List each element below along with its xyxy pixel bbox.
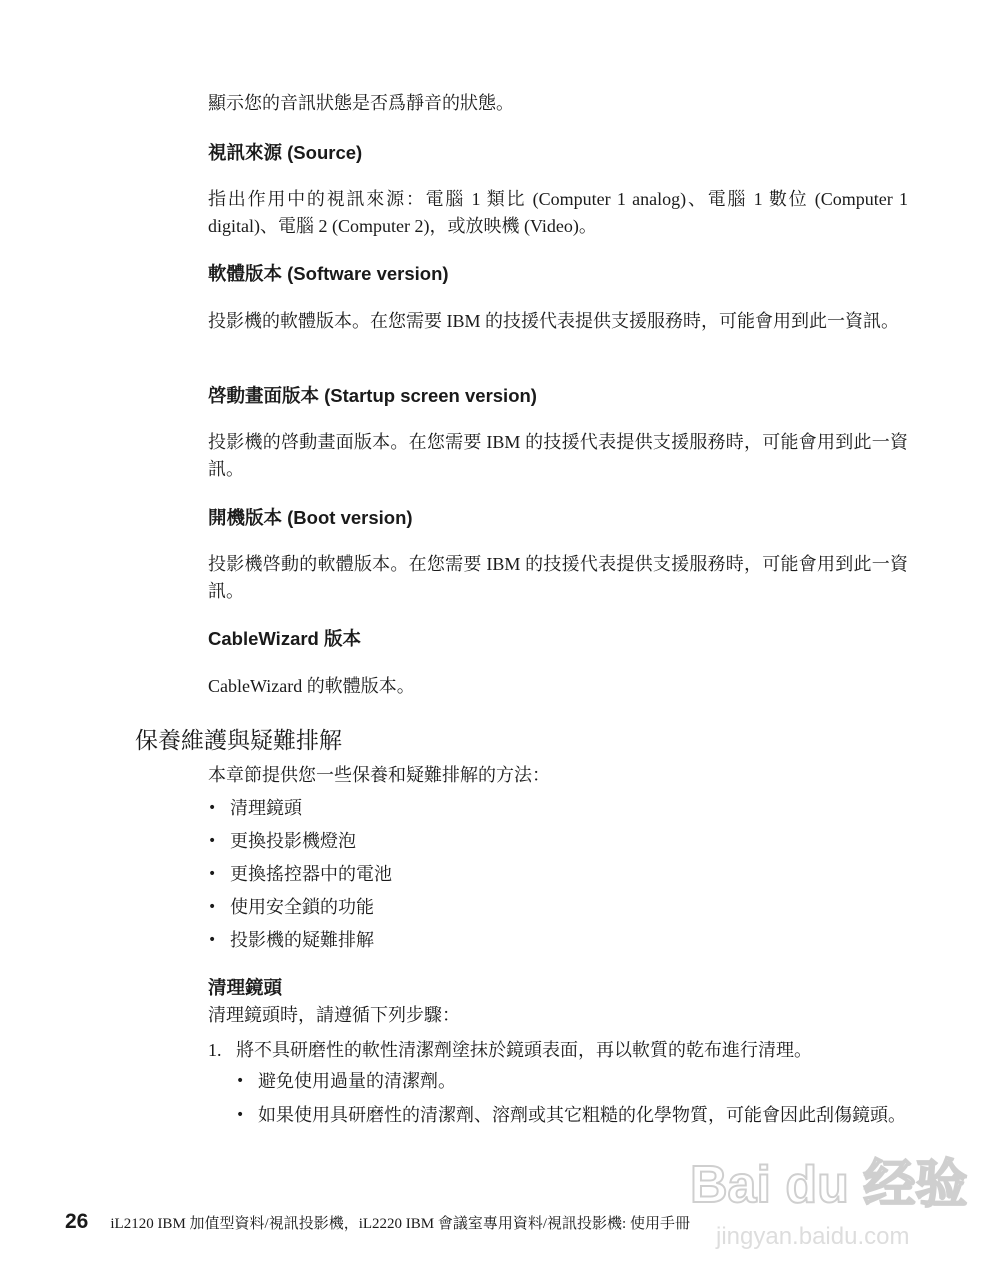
software-version-heading: 軟體版本 (Software version) xyxy=(208,263,449,284)
footer-text: iL2120 IBM 加值型資料/視訊投影機，iL2220 IBM 會議室專用資料/視訊投影機: 使用手冊 xyxy=(110,1216,690,1232)
list-item xyxy=(208,828,356,854)
watermark-url-text: jingyan.baidu.com xyxy=(716,1223,910,1250)
cablewizard-version-description: CableWizard 的軟體版本。 xyxy=(208,676,415,696)
cablewizard-version-heading: CableWizard 版本 xyxy=(208,628,361,649)
cleaning-lens-heading: 清理鏡頭 xyxy=(208,977,283,998)
maintenance-section-title: 保養維護與疑難排解 xyxy=(135,728,342,754)
boot-version-description: 投影機啓動的軟體版本。在您需要 IBM 的技援代表提供支援服務時，可能會用到此一資訊。 xyxy=(208,554,908,601)
bullet-glyph: • xyxy=(236,1073,245,1089)
source-heading: 視訊來源 (Source) xyxy=(208,142,363,163)
baidu-watermark-icon xyxy=(686,1140,968,1260)
startup-screen-version-description: 投影機的啓動畫面版本。在您需要 IBM 的技援代表提供支援服務時，可能會用到此一資訊。 xyxy=(208,432,908,479)
list-item-text: 更換投影機燈泡 xyxy=(230,831,356,851)
watermark-logo-text: Bai du 经验 xyxy=(690,1156,968,1214)
bullet-glyph: • xyxy=(236,1107,245,1123)
list-item-text: 清理鏡頭 xyxy=(230,798,302,818)
source-description: 指出作用中的視訊來源：電腦 1 類比 (Computer 1 analog)、電腦 1 數位 (Computer 1 digital)、電腦 2 (Computer 2)，或放映機 (Video)。 xyxy=(208,189,908,236)
list-item-text: 更換搖控器中的電池 xyxy=(230,864,392,884)
step-text: 將不具研磨性的軟性清潔劑塗抹於鏡頭表面，再以軟質的乾布進行清理。 xyxy=(236,1040,812,1060)
sub-list-item-text: 如果使用具研磨性的清潔劑、溶劑或其它粗糙的化學物質，可能會因此刮傷鏡頭。 xyxy=(258,1105,906,1125)
list-item xyxy=(208,927,374,953)
list-item-text: 投影機的疑難排解 xyxy=(230,930,374,950)
list-item xyxy=(208,861,392,887)
list-item xyxy=(208,795,302,821)
page-number: 26 xyxy=(65,1210,89,1233)
page-footer xyxy=(65,1210,690,1234)
startup-screen-version-heading: 啓動畫面版本 (Startup screen version) xyxy=(208,385,537,406)
bullet-glyph: • xyxy=(208,800,217,816)
bullet-glyph: • xyxy=(208,899,217,915)
boot-version-heading: 開機版本 (Boot version) xyxy=(208,507,413,528)
list-item xyxy=(208,894,374,920)
maintenance-intro: 本章節提供您一些保養和疑難排解的方法： xyxy=(208,765,550,785)
cleaning-lens-intro: 清理鏡頭時，請遵循下列步驟： xyxy=(208,1005,460,1025)
list-item-text: 使用安全鎖的功能 xyxy=(230,897,374,917)
bullet-glyph: • xyxy=(208,866,217,882)
sub-list-item xyxy=(236,1068,908,1095)
step-item xyxy=(208,1037,908,1063)
software-version-description: 投影機的軟體版本。在您需要 IBM 的技援代表提供支援服務時，可能會用到此一資訊。 xyxy=(208,311,900,331)
bullet-glyph: • xyxy=(208,833,217,849)
bullet-glyph: • xyxy=(208,932,217,948)
step-number: 1. xyxy=(208,1040,222,1060)
sub-list-item xyxy=(236,1102,908,1129)
sub-list-item-text: 避免使用過量的清潔劑。 xyxy=(258,1071,456,1091)
audio-status-description: 顯示您的音訊狀態是否爲靜音的狀態。 xyxy=(208,93,514,113)
